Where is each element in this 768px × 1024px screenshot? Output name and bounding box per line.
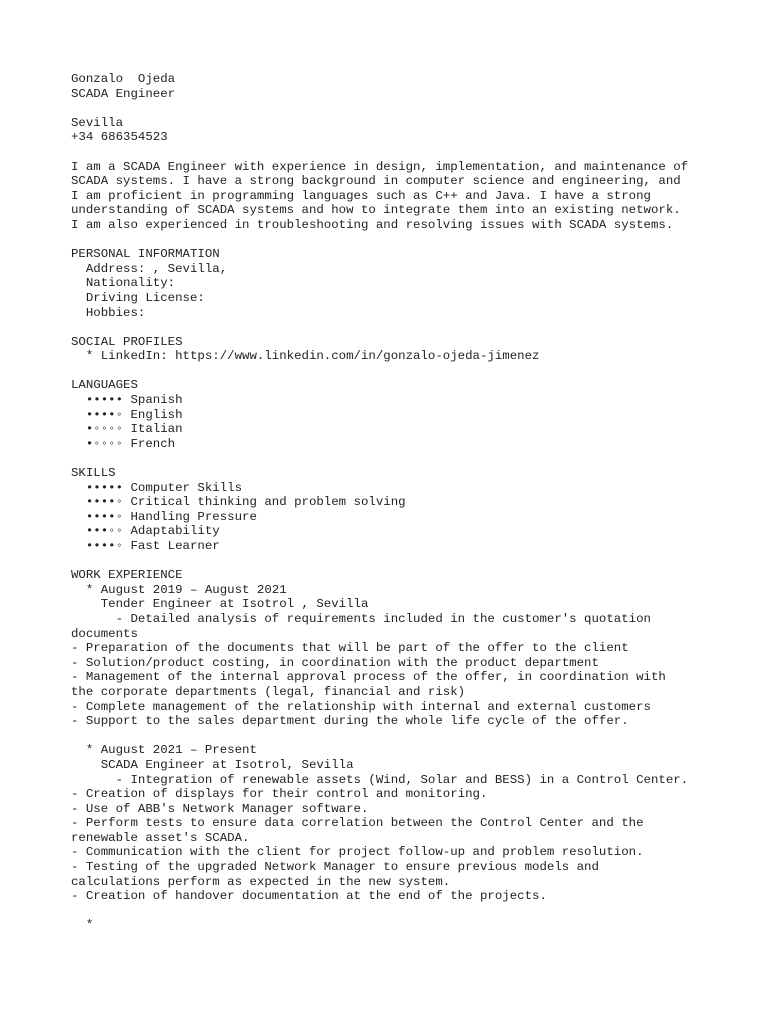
summary-line: I am also experienced in troubleshooting and resolving issues with SCADA systems. <box>71 217 674 232</box>
trailing-bullet: * <box>71 918 94 933</box>
skill-item: ••••◦ Handling Pressure <box>71 509 257 524</box>
language-item: ••••◦ English <box>71 407 183 422</box>
driving-license-line: Driving License: <box>71 290 205 305</box>
job-duty: - Preparation of the documents that will be part of the offer to the client <box>71 641 629 656</box>
spacer <box>71 451 731 466</box>
job-duty: - Complete management of the relationship with internal and external customers <box>71 699 651 714</box>
nationality-line: Nationality: <box>71 276 176 291</box>
job-duty: documents <box>71 626 138 641</box>
candidate-title: SCADA Engineer <box>71 86 176 101</box>
job-duty: - Management of the internal approval process of the offer, in coordination with <box>71 670 666 685</box>
job-duty: - Solution/product costing, in coordination with the product department <box>71 655 599 670</box>
work-experience-heading: WORK EXPERIENCE <box>71 568 183 583</box>
job-dates: * August 2021 – Present <box>71 743 257 758</box>
job-duty: - Support to the sales department during the whole life cycle of the offer. <box>71 714 629 729</box>
skill-item: ••••• Computer Skills <box>71 480 243 495</box>
social-profiles-heading: SOCIAL PROFILES <box>71 334 183 349</box>
candidate-phone: +34 686354523 <box>71 130 168 145</box>
spacer <box>71 904 731 919</box>
job-duty: - Perform tests to ensure data correlation between the Control Center and the <box>71 816 644 831</box>
candidate-name: Gonzalo Ojeda <box>71 72 176 86</box>
job-role: Tender Engineer at Isotrol , Sevilla <box>71 597 369 612</box>
spacer <box>71 364 731 379</box>
skill-item: •••◦◦ Adaptability <box>71 524 220 539</box>
resume-document <box>71 72 731 933</box>
language-item: •◦◦◦◦ French <box>71 436 176 451</box>
spacer <box>71 233 731 248</box>
job-duty: - Creation of displays for their control and monitoring. <box>71 787 488 802</box>
languages-heading: LANGUAGES <box>71 378 138 393</box>
skill-item: ••••◦ Critical thinking and problem solving <box>71 495 406 510</box>
personal-info-heading: PERSONAL INFORMATION <box>71 247 220 262</box>
job-duty: - Creation of handover documentation at the end of the projects. <box>71 889 547 904</box>
job-duty: the corporate departments (legal, financial and risk) <box>71 684 466 699</box>
spacer <box>71 101 731 116</box>
hobbies-line: Hobbies: <box>71 305 146 320</box>
skill-item: ••••◦ Fast Learner <box>71 539 220 553</box>
skills-heading: SKILLS <box>71 466 116 481</box>
language-item: •◦◦◦◦ Italian <box>71 422 183 437</box>
spacer <box>71 554 731 569</box>
spacer <box>71 145 731 160</box>
candidate-city: Sevilla <box>71 115 124 130</box>
language-item: ••••• Spanish <box>71 393 183 408</box>
summary-line: I am a SCADA Engineer with experience in design, implementation, and maintenance of <box>71 159 689 174</box>
spacer <box>71 320 731 335</box>
job-duty: - Use of ABB's Network Manager software. <box>71 801 369 816</box>
job-duty: - Detailed analysis of requirements included in the customer's quotation <box>71 611 651 626</box>
summary-line: I am proficient in programming languages such as C++ and Java. I have a strong <box>71 188 651 203</box>
linkedin-link[interactable]: * LinkedIn: https://www.linkedin.com/in/gonzalo-ojeda-jimenez <box>71 349 540 364</box>
job-duty: - Testing of the upgraded Network Manager to ensure previous models and <box>71 860 599 875</box>
job-duty: - Integration of renewable assets (Wind, Solar and BESS) in a Control Center. <box>71 772 689 787</box>
job-role: SCADA Engineer at Isotrol, Sevilla <box>71 757 354 772</box>
job-dates: * August 2019 – August 2021 <box>71 582 287 597</box>
summary-line: SCADA systems. I have a strong background in computer science and engineering, and <box>71 174 681 189</box>
job-duty: renewable asset's SCADA. <box>71 830 250 845</box>
spacer <box>71 729 731 744</box>
job-duty: - Communication with the client for project follow-up and problem resolution. <box>71 845 644 860</box>
job-duty: calculations perform as expected in the new system. <box>71 874 451 889</box>
address-line: Address: , Sevilla, <box>71 261 228 276</box>
summary-line: understanding of SCADA systems and how to integrate them into an existing network. <box>71 203 681 218</box>
